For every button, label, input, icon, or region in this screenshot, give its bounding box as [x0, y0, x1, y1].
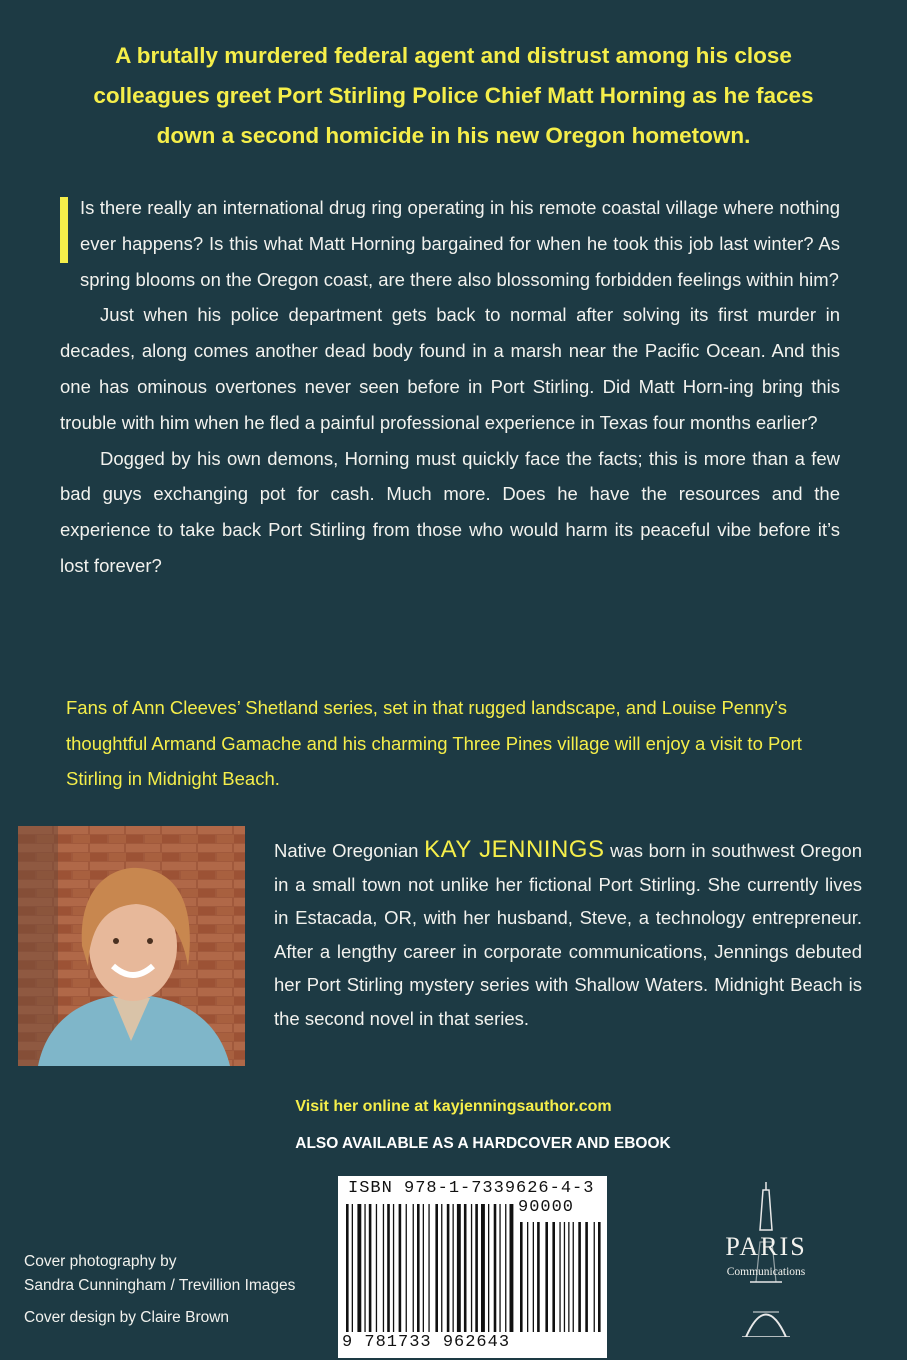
publisher-logo [706, 1182, 826, 1337]
drop-cap-bar [60, 197, 68, 263]
fans-blurb: Fans of Ann Cleeves’ Shetland series, set in that rugged landscape, and Louise Penny’s thoughtful Armand Gamache and his charming Three Pines village will enjoy a visit to Port Stirling in Midnight Beach. [66, 697, 802, 789]
ean-digits: 9 781733 962643 [342, 1333, 511, 1352]
bio-text: was born in southwest Oregon in a small town not unlike her fictional Port Stirling. She currently lives in Estacada, OR, with her husband, Steve, a technology entrepreneur. After a lengthy career in corporate communications, Jennings debuted her Port Stirling mystery series with Shallow Waters. Midnight Beach is the second novel in that series. [274, 840, 862, 1029]
isbn-number: ISBN 978-1-7339626-4-3 [348, 1179, 595, 1198]
author-website-link[interactable]: Visit her online at kayjenningsauthor.com [295, 1098, 612, 1115]
author-name: KAY JENNINGS [424, 836, 605, 863]
synopsis-text-1: Is there really an international drug ring operating in his remote coastal village where nothing ever happens? Is this what Matt Horning bargained for when he took this job last winter? As spring blooms on the Oregon coast, are there also blossoming forbidden feelings within him? [80, 197, 840, 290]
photo-credit-line-1: Cover photography by [24, 1253, 177, 1270]
synopsis-paragraph-3: Dogged by his own demons, Horning must quickly face the facts; this is more than a few bad guys exchanging pot for cash. Much more. Does he have the resources and the experience to take back Port Stirling from those who would harm its peaceful vibe before it’s lost forever? [60, 447, 840, 576]
cover-credits [24, 1250, 344, 1330]
author-photo [18, 826, 245, 1066]
photo-credit-line-2: Sandra Cunningham / Trevillion Images [24, 1277, 296, 1294]
isbn-barcode [338, 1176, 607, 1358]
bio-intro: Native Oregonian [274, 840, 425, 861]
price-code: 90000 [518, 1198, 575, 1217]
synopsis-paragraph-1 [60, 190, 840, 297]
barcode-bars [338, 1176, 607, 1358]
publisher-subtitle: Communications [726, 1266, 806, 1278]
also-available-note: ALSO AVAILABLE AS A HARDCOVER AND EBOOK [295, 1135, 671, 1152]
synopsis [60, 190, 840, 584]
synopsis-paragraph-2: Just when his police department gets back to normal after solving its first murder in decades, along comes another dead body found in a marsh near the Pacific Ocean. And this one has ominous overtones never seen before in Port Stirling. Did Matt Horn-ing bring this trouble with him when he fled a painful professional experience in Texas four months earlier? [60, 304, 840, 433]
tagline: A brutally murdered federal agent and distrust among his close colleagues greet Port Stirling Police Chief Matt Horning as he faces down a second homicide in his new Oregon hometown. [93, 43, 814, 148]
author-bio [274, 833, 862, 1036]
design-credit: Cover design by Claire Brown [24, 1309, 230, 1326]
author-portrait-image [18, 826, 245, 1066]
publisher-name: PARIS [725, 1232, 807, 1261]
